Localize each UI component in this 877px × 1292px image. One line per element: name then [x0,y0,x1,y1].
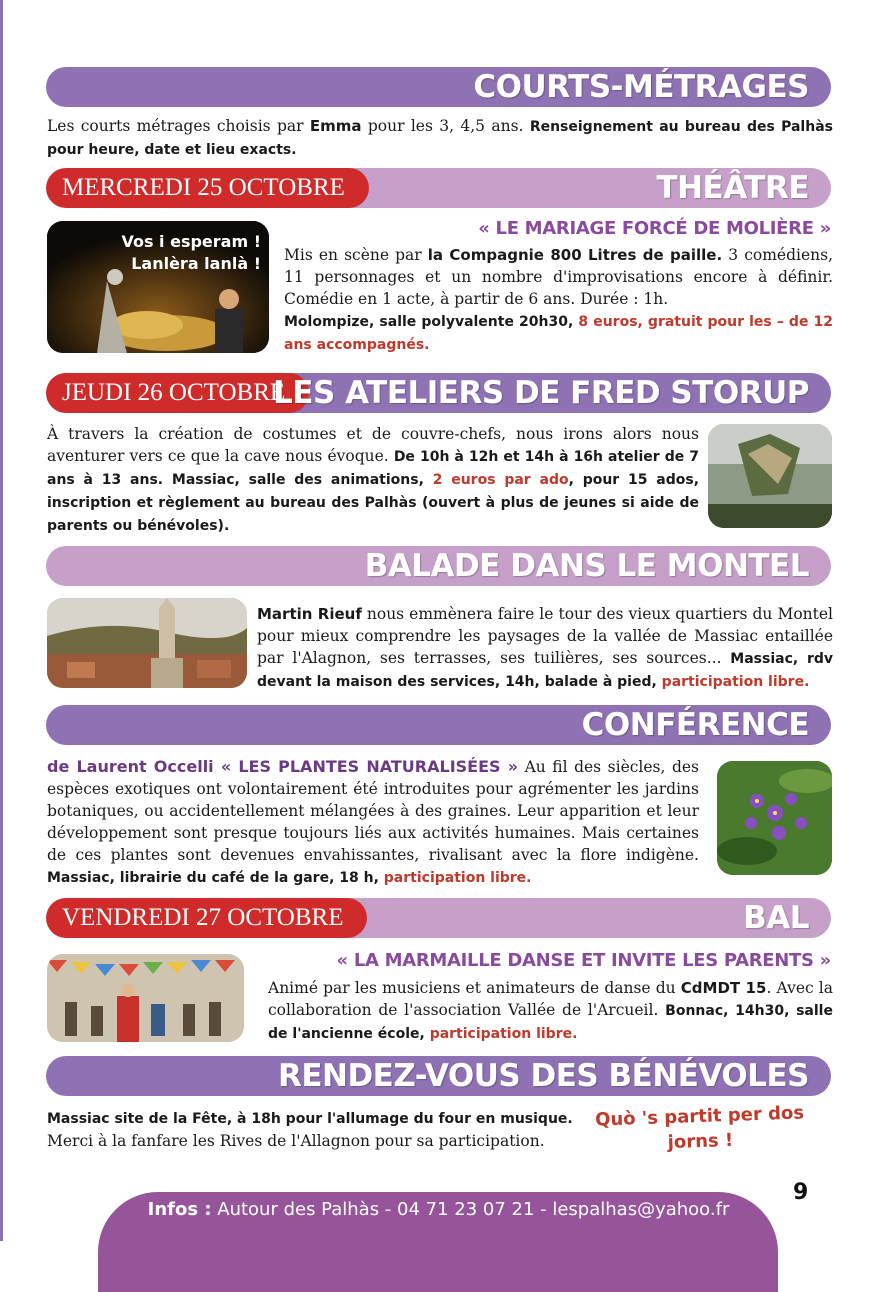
courts-metrages-text [47,115,833,161]
section-title: THÉÂTRE [656,170,809,206]
curator-name: Emma [309,117,362,135]
flowers-illustration [717,761,832,875]
price-info: participation libre. [429,1026,578,1042]
info-bold: Massiac, rdv devant la maison des services, 14h, balade à pied, [257,651,833,690]
caption-line-2: Lanlèra lanlà ! [131,254,261,273]
text-span: pour les 3, 4,5 ans. [361,117,530,135]
info-bold: Molompize, salle polyvalente 20h30, [284,314,579,330]
bal-photo [47,954,244,1042]
section-title: BALADE DANS LE MONTEL [364,548,809,584]
section-band-courts-metrages [46,67,831,107]
info-bold: Massiac, librairie du café de la gare, 18 h, [47,870,384,886]
date-pill: MERCREDI 25 OCTOBRE [46,168,369,208]
costume-workshop-illustration [708,424,832,528]
section-band-conference [46,705,831,745]
date-pill: JEUDI 26 OCTOBRE [46,373,309,413]
caption-line-1: Vos i esperam ! [121,232,261,251]
village-landscape-illustration [47,598,247,688]
occitan-slogan: Quò 's partit per dos jorns ! [594,1102,805,1154]
dance-illustration [47,954,244,1042]
benevoles-text [47,1108,577,1152]
section-band-balade [46,546,831,586]
info-bold: Renseignement au bureau des Palhàs pour heure, date et lieu exacts. [47,119,833,158]
bal-subtitle: « LA MARMAILLE DANSE ET INVITE LES PARENTS » [336,950,831,971]
text-span: 3 comédiens, 11 personnages et un nombre d'improvisations encore à définir. Comédie en 1 acte, à partir de 6 ans. Durée : 1h. [284,246,834,308]
thanks-line: Merci à la fanfare les Rives de l'Allagnon pour sa participation. [47,1132,545,1150]
info-bold: Bonnac, 14h30, salle de l'ancienne école, [268,1003,833,1042]
text-span: À travers la création de costumes et de couvre-chefs, nous irons alors nous aventurer vers ce que la cave nous évoque. [47,425,699,465]
footer-info [0,1199,877,1220]
theatre-subtitle: « LE MARIAGE FORCÉ DE MOLIÈRE » [478,218,831,239]
photo-caption [121,231,261,275]
price-info: 2 euros par ado [432,472,569,488]
section-title: BAL [743,900,809,936]
section-band-ateliers [46,373,831,413]
text-span: nous emmènera faire le tour des vieux quartiers du Montel pour mieux comprendre les paysages de la vallée de Massiac entaillée par l'Alagnon, ses terrasses, ses tuilières, ses sources... [257,605,833,667]
page-edge-stripe [0,0,3,1241]
section-band-bal [46,898,831,938]
conference-text [47,756,699,889]
info-bold: , pour 15 ados, inscription et règlement au bureau des Palhàs (ouvert à plus de jeunes si aide de parents ou bénévoles). [47,472,700,534]
info-bold: Massiac site de la Fête, à 18h pour l'allumage du four en musique. [47,1111,573,1127]
section-title: RENDEZ-VOUS DES BÉNÉVOLES [277,1058,809,1094]
section-title: LES ATELIERS DE FRED STORUP [273,375,809,411]
page-number: 9 [793,1180,809,1205]
price-info: participation libre. [383,870,532,886]
section-title: COURTS-MÉTRAGES [473,69,809,105]
footer-label: Infos : [147,1199,212,1220]
company-name: la Compagnie 800 Litres de paille. [427,246,723,264]
info-bold: De 10h à 12h et 14h à 16h atelier de 7 ans à 13 ans. Massiac, salle des animations, [47,449,699,488]
date-pill: VENDREDI 27 OCTOBRE [46,898,367,938]
ateliers-text [47,423,699,537]
footer-contact: Autour des Palhàs - 04 71 23 07 21 - lespalhas@yahoo.fr [211,1199,730,1220]
text-span: . Avec la collaboration de l'association Vallée de l'Arcueil. [268,979,834,1019]
conference-photo [717,761,832,875]
bal-text [268,977,833,1045]
text-span: Les courts métrages choisis par [47,117,310,135]
conference-subtitle: de Laurent Occelli « LES PLANTES NATURALISÉES » [47,757,519,776]
theatre-text [284,244,833,356]
section-band-benevoles [46,1056,831,1096]
section-band-theatre [46,168,831,208]
price-info: participation libre. [661,674,810,690]
theatre-photo [47,221,269,353]
text-span: Animé par les musiciens et animateurs de danse du [268,979,681,997]
guide-name: Martin Rieuf [257,605,362,623]
section-title: CONFÉRENCE [581,707,809,743]
organizer-name: CdMDT 15 [680,979,767,997]
price-info: 8 euros, gratuit pour les – de 12 ans accompagnés. [284,314,834,353]
balade-text [257,603,833,693]
balade-photo [47,598,247,688]
ateliers-photo [708,424,832,528]
text-span: Mis en scène par [284,246,428,264]
text-span: Au fil des siècles, des espèces exotiques ont volontairement été introduites pour agrémenter les jardins botaniques, ou accidentellement mélangées à des graines. Leur apparition et leur développement sont presque toujours liés aux activités humaines. Mais certaines de ces plantes sont devenues envahissantes, rivalisant avec la flore indigène. [47,758,700,864]
